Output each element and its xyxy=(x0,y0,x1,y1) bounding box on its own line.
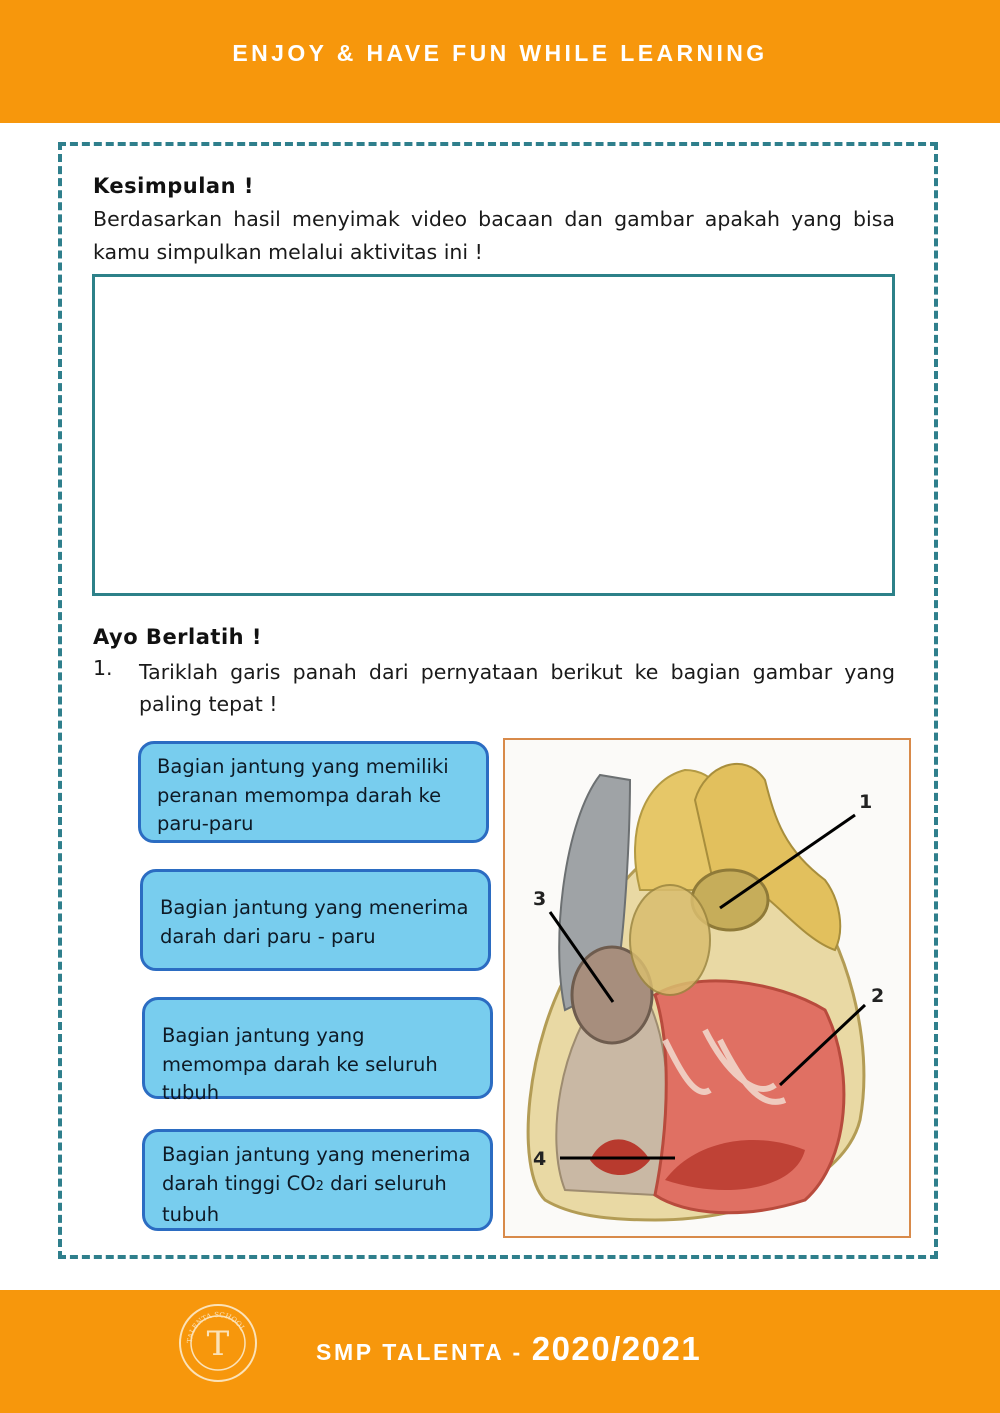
statement-card-1[interactable] xyxy=(138,741,489,843)
heart-illustration xyxy=(505,740,909,1236)
logo-letter: T xyxy=(206,1324,230,1364)
footer-school-line xyxy=(316,1330,701,1368)
left-atrium-chamber xyxy=(630,885,710,995)
header-title: ENJOY & HAVE FUN WHILE LEARNING xyxy=(232,40,768,66)
header-banner xyxy=(0,0,1000,123)
kesimpulan-question: Berdasarkan hasil menyimak video bacaan dan gambar apakah yang bisa kamu simpulkan melalui aktivitas ini ! xyxy=(93,207,895,264)
statement-card-2[interactable] xyxy=(140,869,491,971)
statement-card-4-tail: dari seluruh tubuh xyxy=(162,1171,447,1226)
figure-label-4: 4 xyxy=(533,1148,547,1170)
question-instruction: Tariklah garis panah dari pernyataan berikut ke bagian gambar yang paling tepat ! xyxy=(139,660,895,716)
footer-year: 2020/2021 xyxy=(531,1330,702,1367)
logo-ring-text: TALENTA SCHOOL xyxy=(185,1310,247,1344)
statement-card-4-text: Bagian jantung yang menerima darah tinggi CO xyxy=(162,1143,471,1195)
statement-card-4[interactable] xyxy=(142,1129,493,1231)
figure-label-2: 2 xyxy=(871,985,885,1007)
figure-label-1: 1 xyxy=(859,791,873,813)
school-logo-icon xyxy=(178,1303,258,1383)
footer-school-name: SMP TALENTA - xyxy=(316,1339,532,1365)
kesimpulan-answer-box[interactable] xyxy=(92,274,895,596)
statement-card-2-text: Bagian jantung yang menerima darah dari paru - paru xyxy=(160,896,469,948)
figure-label-3: 3 xyxy=(533,888,547,910)
ayo-berlatih-heading: Ayo Berlatih ! xyxy=(93,625,262,649)
statement-card-4-subscript: 2 xyxy=(315,1178,324,1194)
heart-diagram-figure xyxy=(503,738,911,1238)
kesimpulan-heading: Kesimpulan ! xyxy=(93,174,254,198)
statement-card-3-text: Bagian jantung yang memompa darah ke seluruh tubuh xyxy=(162,1024,438,1104)
question-number: 1. xyxy=(93,656,113,680)
statement-card-1-text: Bagian jantung yang memiliki peranan memompa darah ke paru-paru xyxy=(157,755,449,835)
statement-card-3[interactable] xyxy=(142,997,493,1104)
